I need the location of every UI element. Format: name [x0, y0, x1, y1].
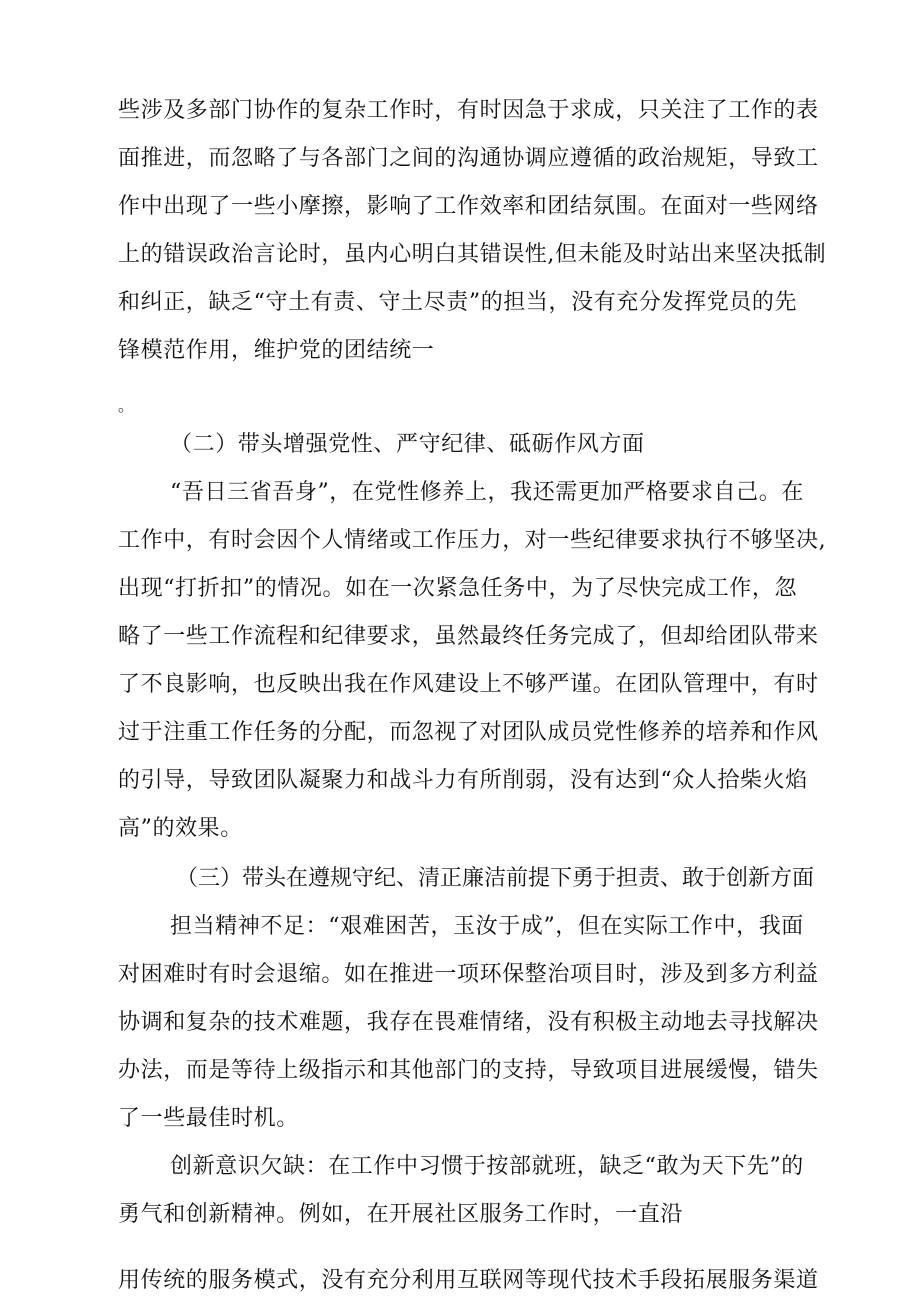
text-line: 上的错误政治言论时，虽内心明白其错误性,但未能及时站出来坚决抵制: [118, 242, 827, 267]
text-line: 略了一些工作流程和纪律要求，虽然最终任务完成了，但却给团队带来: [118, 624, 819, 649]
text-line: 作中出现了一些小摩擦，影响了工作效率和团结氛围。在面对一些网络: [118, 194, 819, 219]
text-line: 和纠正，缺乏“守土有责、守土尽责”的担当，没有充分发挥党员的先: [118, 290, 798, 315]
section-heading-2: （二）带头增强党性、严守纪律、砥砺作风方面: [170, 432, 645, 457]
text-line: 办法，而是等待上级指示和其他部门的支持，导致项目进展缓慢，错失: [118, 1058, 819, 1083]
text-line: 出现“打折扣”的情况。如在一次紧急任务中，为了尽快完成工作，忽: [118, 576, 798, 601]
trailing-period: 。: [118, 396, 135, 415]
text-line: 高”的效果。: [118, 816, 243, 841]
section-heading-3: （三）带头在遵规守纪、清正廉洁前提下勇于担责、敢于创新方面: [176, 866, 815, 891]
text-line: 了一些最佳时机。: [118, 1106, 299, 1131]
text-line: 过于注重工作任务的分配，而忽视了对团队成员党性修养的培养和作风: [118, 720, 819, 745]
text-line: 协调和复杂的技术难题，我存在畏难情绪，没有积极主动地去寻找解决: [118, 1010, 819, 1035]
text-line: 工作中，有时会因个人情绪或工作压力，对一些纪律要求执行不够坚决,: [118, 528, 827, 553]
text-line: 的引导，导致团队凝聚力和战斗力有所削弱，没有达到“众人拾柴火焰: [118, 768, 808, 793]
text-line: 了不良影响，也反映出我在作风建设上不够严谨。在团队管理中，有时: [118, 672, 819, 697]
text-line: 锋模范作用，维护党的团结统一: [118, 338, 435, 363]
text-line: 勇气和创新精神。例如，在开展社区服务工作时，一直沿: [118, 1202, 684, 1227]
text-line: 对困难时有时会退缩。如在推进一项环保整治项目时，涉及到多方利益: [118, 962, 819, 987]
text-line: 用传统的服务模式，没有充分利用互联网等现代技术手段拓展服务渠道: [118, 1268, 819, 1293]
text-line: 面推进，而忽略了与各部门之间的沟通协调应遵循的政治规矩，导致工: [118, 146, 819, 171]
text-line: 担当精神不足：“艰难困苦，玉汝于成”，但在实际工作中，我面: [170, 914, 804, 939]
text-line: “吾日三省吾身”，在党性修养上，我还需更加严格要求自己。在: [170, 480, 804, 505]
text-line: 些涉及多部门协作的复杂工作时，有时因急于求成，只关注了工作的表: [118, 98, 819, 123]
text-line: 创新意识欠缺：在工作中习惯于按部就班，缺乏“敢为天下先”的: [170, 1154, 804, 1179]
